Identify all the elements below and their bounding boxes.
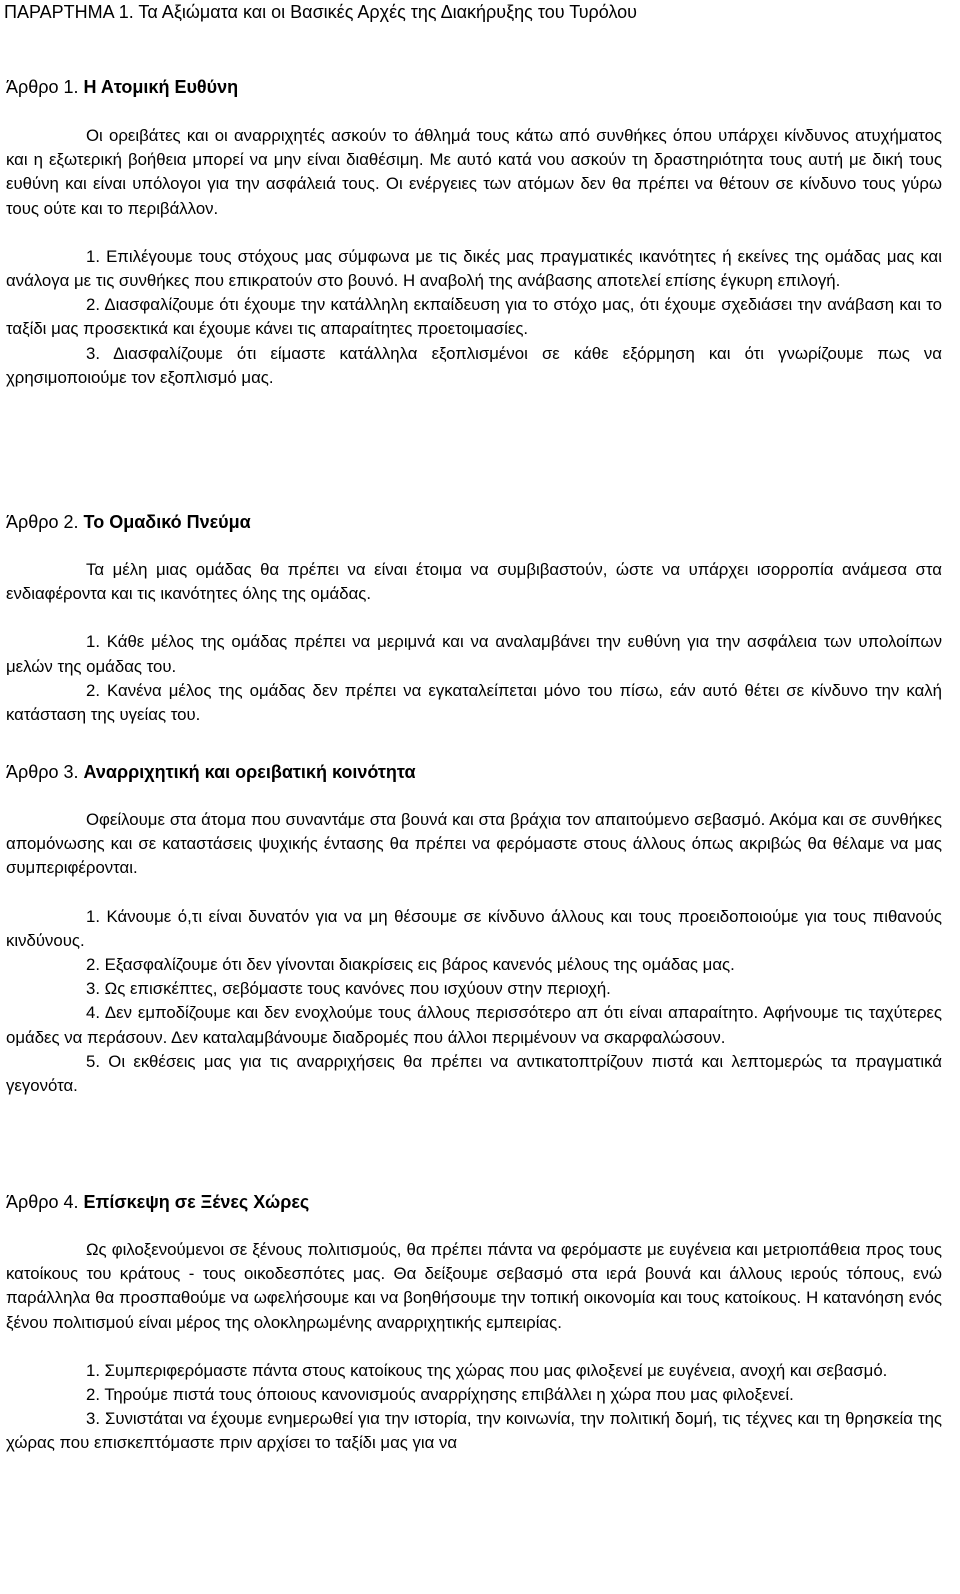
article-2-heading xyxy=(6,510,251,534)
article-3-name: Αναρριχητική και ορειβατική κοινότητα xyxy=(83,762,416,782)
article-4-number: Άρθρο 4. xyxy=(6,1192,79,1212)
article-1-name: Η Ατομική Ευθύνη xyxy=(83,77,239,97)
article-3-item-1: 1. Κάνουμε ό,τι είναι δυνατόν για να μη θέσουμε σε κίνδυνο άλλους και τους προειδοποιούμε για τους πιθανούς κινδύνους. xyxy=(6,906,942,950)
article-1-item-3: 3. Διασφαλίζουμε ότι είμαστε κατάλληλα εξοπλισμένοι σε κάθε εξόρμηση και ότι γνωρίζουμε πως να χρησιμοποιούμε τον εξοπλισμό μας. xyxy=(6,343,942,387)
article-1-item-2: 2. Διασφαλίζουμε ότι έχουμε την κατάλληλη εκπαίδευση για το στόχο μας, ότι έχουμε σχεδιάσει την ανάβαση και το ταξίδι μας προσεκτικά και έχουμε κάνει τις απαραίτητες προετοιμασίες. xyxy=(6,295,942,339)
article-3-number: Άρθρο 3. xyxy=(6,762,79,782)
article-2-item-1: 1. Κάθε μέλος της ομάδας πρέπει να μεριμνά και να αναλαμβάνει την ευθύνη για την ασφάλεια των υπολοίπων μελών της ομάδας του. xyxy=(6,632,942,676)
article-3-heading xyxy=(6,760,416,784)
article-4-item-2: 2. Τηρούμε πιστά τους όποιους κανονισμούς αναρρίχησης επιβάλλει η χώρα που μας φιλοξενεί. xyxy=(86,1385,794,1405)
article-4-body xyxy=(6,1238,942,1456)
article-1-number: Άρθρο 1. xyxy=(6,77,79,97)
article-1-intro: Οι ορειβάτες και οι αναρριχητές ασκούν το άθλημά τους κάτω από συνθήκες όπου υπάρχει κίνδυνος ατυχήματος και η εξωτερική βοήθεια μπορεί να μην είναι διαθέσιμη. Με αυτό κατά νου ασκούν τη δραστηριότητα τους αυτή με δική τους ευθύνη και είναι υπόλογοι για την ασφάλειά τους. Οι ενέργειες των ατόμων δεν θα πρέπει να θέτουν σε κίνδυνο τους γύρω τους ούτε και το περιβάλλον. xyxy=(6,126,942,218)
article-2-number: Άρθρο 2. xyxy=(6,512,79,532)
article-1-item-1: 1. Επιλέγουμε τους στόχους μας σύμφωνα με τις δικές μας πραγματικές ικανότητες ή εκείνες της ομάδας μας και ανάλογα με τις συνθήκες που επικρατούν στο βουνό. Η αναβολή της ανάβασης αποτελεί επίσης έγκυρη επιλογή. xyxy=(6,246,942,291)
document-title: ΠΑΡΑΡΤΗΜΑ 1. Τα Αξιώματα και οι Βασικές Αρχές της Διακήρυξης του Τυρόλου xyxy=(4,2,638,22)
article-1-heading xyxy=(6,75,238,99)
article-3-item-3: 3. Ως επισκέπτες, σεβόμαστε τους κανόνες που ισχύουν στην περιοχή. xyxy=(86,979,611,999)
article-4-heading xyxy=(6,1190,309,1214)
article-4-intro: Ως φιλοξενούμενοι σε ξένους πολιτισμούς, θα πρέπει πάντα να φερόμαστε με ευγένεια και μετριοπάθεια προς τους κατοίκους του κράτους - τους οικοδεσπότες μας. Θα δείξουμε σεβασμό στα ιερά βουνά και άλλους ιερούς τόπους, ενώ παράλληλα θα προσπαθούμε να ωφελήσουμε και να βοηθήσουμε την τοπική οικονομία και τους κατοίκους. Η κατανόηση ενός ξένου πολιτισμού είναι μέρος της ολοκληρωμένης αναρριχητικής εμπειρίας. xyxy=(6,1240,942,1332)
article-2-item-2: 2. Κανένα μέλος της ομάδας δεν πρέπει να εγκαταλείπεται μόνο του πίσω, εάν αυτό θέτει σε κίνδυνο την καλή κατάσταση της υγείας του. xyxy=(6,680,942,725)
article-3-item-2: 2. Εξασφαλίζουμε ότι δεν γίνονται διακρίσεις εις βάρος κανενός μέλους της ομάδας μας. xyxy=(86,955,735,975)
article-4-item-1: 1. Συμπεριφερόμαστε πάντα στους κατοίκους της χώρας που μας φιλοξενεί με ευγένεια, ανοχή και σεβασμό. xyxy=(86,1360,888,1380)
article-3-intro: Οφείλουμε στα άτομα που συναντάμε στα βουνά και στα βράχια τον απαιτούμενο σεβασμό. Ακόμα και σε συνθήκες απομόνωσης και σε καταστάσεις ψυχικής έντασης θα πρέπει να φερόμαστε στους άλλους όπως ακριβώς θα θέλαμε να μας συμπεριφέρονται. xyxy=(6,810,942,878)
article-2-body xyxy=(6,558,942,727)
article-3-body xyxy=(6,808,942,1098)
article-2-intro: Τα μέλη μιας ομάδας θα πρέπει να είναι έτοιμα να συμβιβαστούν, ώστε να υπάρχει ισορροπία ανάμεσα στα ενδιαφέροντα και τις ικανότητες όλης της ομάδας. xyxy=(6,560,942,604)
article-3-item-5: 5. Οι εκθέσεις μας για τις αναρριχήσεις θα πρέπει να αντικατοπτρίζουν πιστά και λεπτομερώς τα πραγματικά γεγονότα. xyxy=(6,1051,942,1096)
article-4-name: Επίσκεψη σε Ξένες Χώρες xyxy=(83,1192,310,1212)
article-3-item-4: 4. Δεν εμποδίζουμε και δεν ενοχλούμε τους άλλους περισσότερο απ ότι είναι απαραίτητο. Αφήνουμε τις ταχύτερες ομάδες να περάσουν. Δεν καταλαμβάνουμε διαδρομές που άλλοι περιμένουν να σκαρφαλώσουν. xyxy=(6,1003,942,1047)
article-2-name: Το Ομαδικό Πνεύμα xyxy=(83,512,251,532)
article-1-body xyxy=(6,124,942,390)
article-4-item-3: 3. Συνιστάται να έχουμε ενημερωθεί για την ιστορία, την κοινωνία, την πολιτική δομή, τις τέχνες και τη θρησκεία της χώρας που επισκεπτόμαστε πριν αρχίσει το ταξίδι μας για να xyxy=(6,1409,942,1453)
